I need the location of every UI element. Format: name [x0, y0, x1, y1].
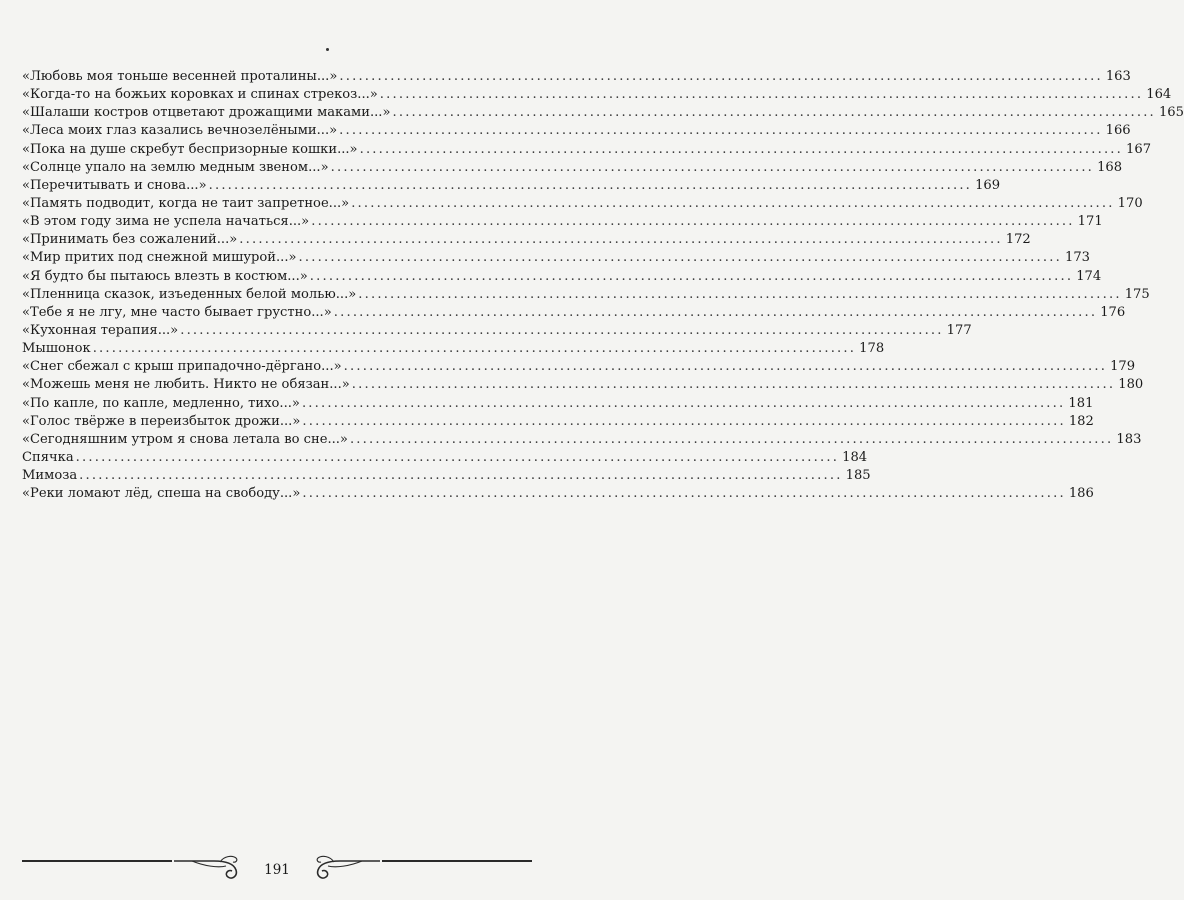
- toc-entry-page: 168: [1097, 159, 1123, 175]
- toc-entry-page: 173: [1064, 250, 1090, 266]
- toc-entry: [22, 231, 1031, 249]
- footer-rule-right: [382, 860, 532, 862]
- toc-entry-page: 181: [1068, 395, 1094, 411]
- toc-entry-title: «Принимать без сожалений...»: [22, 232, 238, 248]
- toc-entry-title: «Можешь меня не любить. Никто не обязан...»: [22, 377, 350, 393]
- toc-entry-page: 178: [859, 341, 885, 357]
- toc-entry-title: «Голос твёрже в переизбыток дрожи...»: [22, 413, 301, 429]
- toc-entry-title: Спячка: [22, 449, 74, 465]
- toc-entry-title: «Память подводит, когда не таит запретное...»: [22, 195, 350, 211]
- toc-entry-page: 185: [845, 468, 871, 484]
- toc-entry: [22, 104, 1184, 122]
- toc-entry-page: 166: [1105, 123, 1131, 139]
- toc-entry: [22, 304, 1126, 322]
- toc-entry-page: 177: [946, 322, 972, 338]
- toc-entry-page: 170: [1117, 195, 1143, 211]
- toc-entry-page: 186: [1068, 486, 1094, 502]
- dot-leader: ........................................................................................................................: [311, 214, 1075, 230]
- toc-entry-title: «В этом году зима не успела начаться...»: [22, 214, 310, 230]
- dot-leader: ........................................................................................................................: [302, 486, 1066, 502]
- toc-entry-page: 163: [1105, 69, 1131, 84]
- toc-entry-title: «Тебе я не лгу, мне часто бывает грустно...»: [22, 304, 332, 320]
- toc-entry-page: 175: [1124, 286, 1150, 302]
- toc-entry-title: «Мир притих под снежной мишурой...»: [22, 250, 297, 266]
- table-of-contents: [22, 68, 1184, 503]
- toc-entry-title: «Шалаши костров отцветают дрожащими маками...»: [22, 105, 391, 121]
- toc-entry: [22, 395, 1094, 413]
- toc-entry: [22, 358, 1136, 376]
- toc-entry-title: «По капле, по капле, медленно, тихо...»: [22, 395, 300, 411]
- toc-entry: [22, 467, 871, 485]
- toc-entry: [22, 195, 1143, 213]
- dot-leader: ........................................................................................................................: [180, 322, 944, 338]
- dot-leader: ........................................................................................................................: [349, 431, 1114, 447]
- dot-leader: ........................................................................................................................: [339, 123, 1103, 139]
- dot-leader: ........................................................................................................................: [239, 232, 1003, 248]
- toc-entry: [22, 68, 1131, 86]
- toc-entry-title: «Перечитывать и снова...»: [22, 177, 207, 193]
- dot-leader: ........................................................................................................................: [351, 377, 1116, 393]
- toc-entry-page: 169: [975, 177, 1001, 193]
- dot-leader: ........................................................................................................................: [379, 87, 1144, 103]
- toc-entry: [22, 159, 1123, 177]
- toc-entry-title: «Кухонная терапия...»: [22, 322, 179, 338]
- dot-leader: ........................................................................................................................: [92, 341, 857, 357]
- toc-entry-title: «Снег сбежал с крыш припадочно-дёргано...»: [22, 359, 342, 375]
- dot-leader: ........................................................................................................................: [309, 268, 1074, 284]
- toc-entry-title: «Сегодняшним утром я снова летала во сне...»: [22, 431, 348, 447]
- dot-leader: ........................................................................................................................: [392, 105, 1156, 121]
- toc-entry-title: «Реки ломают лёд, спеша на свободу...»: [22, 486, 301, 502]
- toc-list: [22, 68, 1184, 503]
- page-number: 191: [264, 862, 290, 878]
- toc-entry: [22, 413, 1094, 431]
- toc-entry-page: 165: [1158, 105, 1184, 121]
- dot-leader: ........................................................................................................................: [333, 304, 1098, 320]
- toc-entry-title: Мышонок: [22, 341, 91, 357]
- dot-leader: ........................................................................................................................: [208, 177, 973, 193]
- toc-entry: [22, 86, 1172, 104]
- dot-leader: ........................................................................................................................: [79, 468, 843, 484]
- toc-entry: [22, 122, 1131, 140]
- toc-entry-title: Мимоза: [22, 468, 78, 484]
- dot-leader: ........................................................................................................................: [359, 141, 1124, 157]
- dot-leader: ........................................................................................................................: [343, 359, 1108, 375]
- toc-entry: [22, 213, 1103, 231]
- toc-entry: [22, 376, 1144, 394]
- toc-entry: [22, 449, 868, 467]
- toc-entry-title: «Леса моих глаз казались вечнозелёными...»: [22, 123, 338, 139]
- toc-entry: [22, 485, 1094, 503]
- toc-entry-page: 172: [1005, 232, 1031, 248]
- toc-entry-title: «Любовь моя тоньше весенней проталины...»: [22, 69, 338, 84]
- dot-leader: ........................................................................................................................: [358, 286, 1122, 302]
- toc-entry-page: 174: [1076, 268, 1102, 284]
- toc-entry: [22, 141, 1152, 159]
- scroll-flourish-right-icon: [310, 852, 380, 886]
- toc-entry-title: «Я будто бы пытаюсь влезть в костюм...»: [22, 268, 308, 284]
- toc-entry-page: 167: [1126, 141, 1152, 157]
- dot-leader: ........................................................................................................................: [351, 195, 1115, 211]
- toc-entry: [22, 177, 1001, 195]
- toc-entry-page: 182: [1068, 413, 1094, 429]
- toc-entry-page: 183: [1116, 431, 1142, 447]
- toc-entry-page: 179: [1110, 359, 1136, 375]
- toc-entry-title: «Пока на душе скребут беспризорные кошки...»: [22, 141, 358, 157]
- stray-dot: [326, 48, 329, 51]
- toc-entry-title: «Солнце упало на землю медным звеном...»: [22, 159, 329, 175]
- toc-entry: [22, 340, 885, 358]
- dot-leader: ........................................................................................................................: [330, 159, 1095, 175]
- dot-leader: ........................................................................................................................: [301, 395, 1066, 411]
- toc-entry: [22, 249, 1090, 267]
- dot-leader: ........................................................................................................................: [75, 449, 840, 465]
- toc-entry-page: 171: [1077, 214, 1103, 230]
- toc-entry-page: 184: [842, 449, 868, 465]
- toc-entry: [22, 431, 1142, 449]
- toc-entry: [22, 322, 972, 340]
- toc-entry-title: «Пленница сказок, изъеденных белой молью...»: [22, 286, 357, 302]
- toc-entry-page: 164: [1146, 87, 1172, 103]
- page-footer: [22, 852, 532, 892]
- dot-leader: ........................................................................................................................: [339, 69, 1103, 84]
- dot-leader: ........................................................................................................................: [298, 250, 1062, 266]
- toc-entry-title: «Когда-то на божьих коровках и спинах стрекоз...»: [22, 87, 378, 103]
- toc-entry-page: 180: [1118, 377, 1144, 393]
- toc-entry-page: 176: [1100, 304, 1126, 320]
- dot-leader: ........................................................................................................................: [302, 413, 1066, 429]
- toc-entry: [22, 268, 1102, 286]
- toc-entry: [22, 286, 1150, 304]
